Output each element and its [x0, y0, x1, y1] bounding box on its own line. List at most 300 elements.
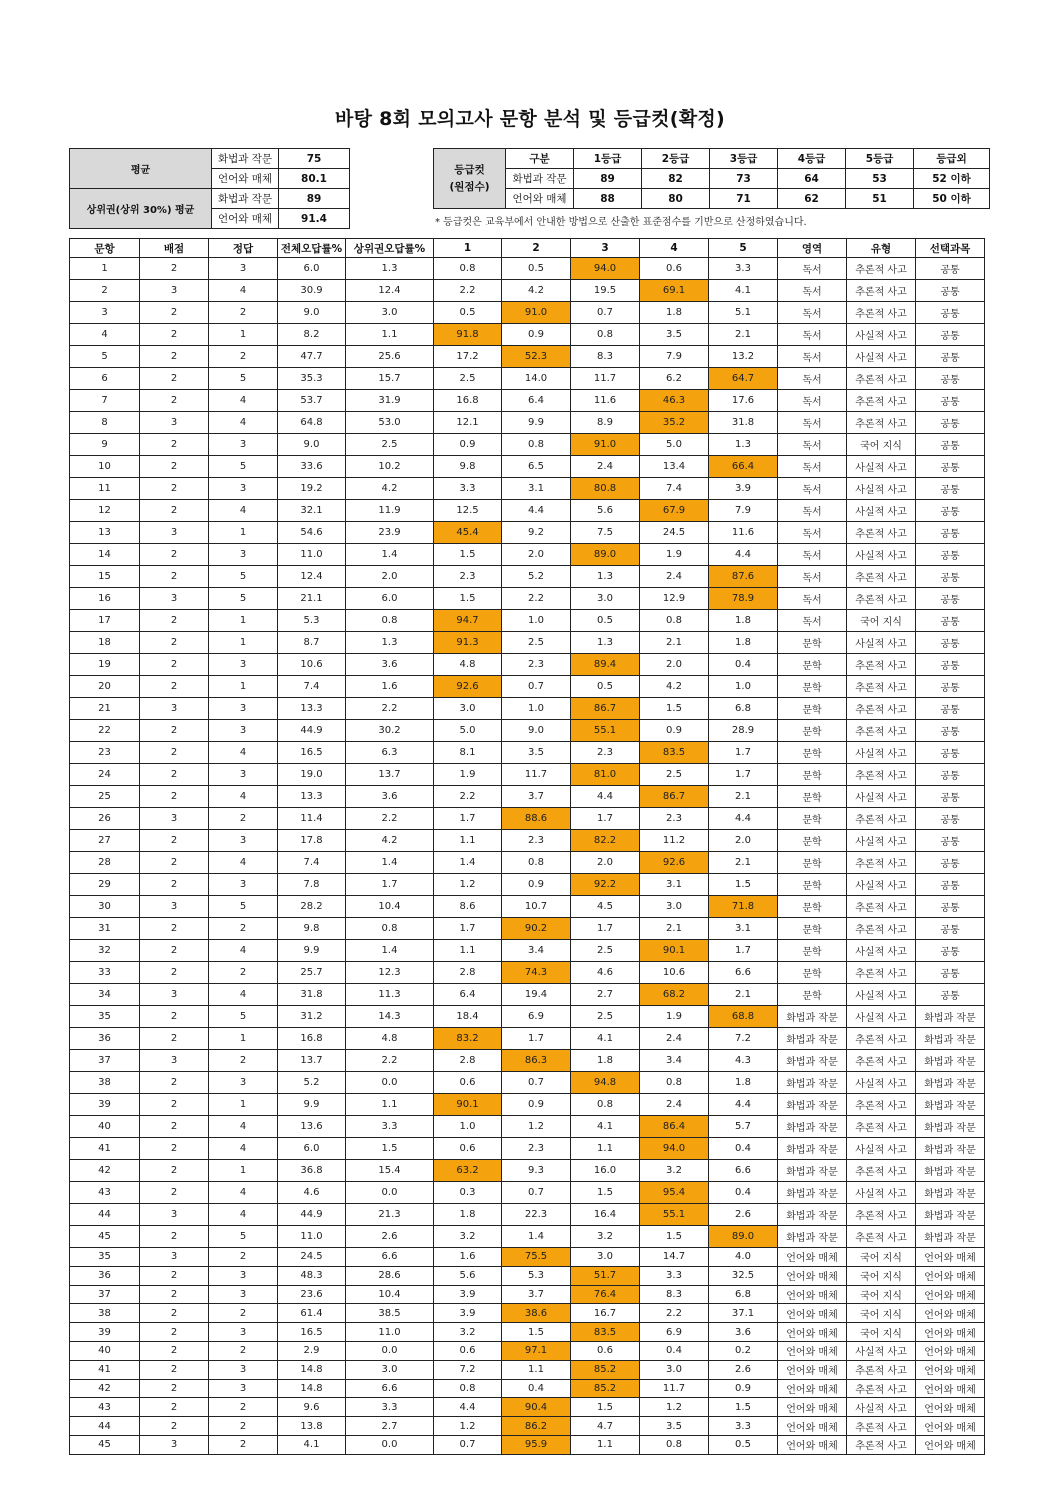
- total-error-rate: 4.1: [278, 1435, 346, 1454]
- total-error-rate: 31.2: [278, 1006, 346, 1028]
- choice-1-rate: 3.9: [434, 1304, 502, 1323]
- cut-value: 80: [642, 189, 710, 209]
- domain: 화법과 작문: [778, 1182, 847, 1204]
- item-number: 5: [70, 346, 140, 368]
- choice-4-rate: 3.0: [640, 896, 709, 918]
- elective: 공통: [916, 720, 985, 742]
- elective: 공통: [916, 258, 985, 280]
- question-type: 국어 지식: [847, 1304, 916, 1323]
- answer: 2: [209, 346, 278, 368]
- choice-1-rate: 18.4: [434, 1006, 502, 1028]
- choice-5-rate: 2.6: [709, 1204, 778, 1226]
- top-error-rate: 10.4: [346, 1285, 434, 1304]
- choice-5-rate: 3.9: [709, 478, 778, 500]
- domain: 독서: [778, 610, 847, 632]
- choice-5-rate: 4.4: [709, 1094, 778, 1116]
- choice-2-rate: 9.3: [502, 1160, 571, 1182]
- elective: 공통: [916, 346, 985, 368]
- answer: 4: [209, 742, 278, 764]
- choice-4-rate: 2.3: [640, 808, 709, 830]
- choice-2-rate: 3.1: [502, 478, 571, 500]
- choice-4-rate: 0.8: [640, 1435, 709, 1454]
- elective: 공통: [916, 984, 985, 1006]
- choice-5-rate: 0.4: [709, 1182, 778, 1204]
- total-error-rate: 61.4: [278, 1304, 346, 1323]
- item-number: 30: [70, 896, 140, 918]
- points: 2: [140, 874, 209, 896]
- choice-2-rate: 1.4: [502, 1226, 571, 1248]
- domain: 독서: [778, 280, 847, 302]
- choice-2-rate: 0.5: [502, 258, 571, 280]
- choice-2-rate: 74.3: [502, 962, 571, 984]
- choice-3-rate: 4.1: [571, 1116, 640, 1138]
- points: 3: [140, 522, 209, 544]
- table-row: [70, 1204, 985, 1226]
- choice-1-rate: 91.3: [434, 632, 502, 654]
- top-error-rate: 6.0: [346, 588, 434, 610]
- choice-4-rate: 92.6: [640, 852, 709, 874]
- choice-4-rate: 55.1: [640, 1204, 709, 1226]
- choice-2-rate: 0.7: [502, 1072, 571, 1094]
- item-number: 42: [70, 1160, 140, 1182]
- cut-header-cell: 4등급: [778, 149, 846, 169]
- column-header: 배점: [140, 239, 209, 258]
- item-number: 23: [70, 742, 140, 764]
- top-error-rate: 4.8: [346, 1028, 434, 1050]
- choice-2-rate: 9.2: [502, 522, 571, 544]
- total-error-rate: 17.8: [278, 830, 346, 852]
- points: 2: [140, 830, 209, 852]
- choice-1-rate: 7.2: [434, 1360, 502, 1379]
- choice-2-rate: 90.4: [502, 1398, 571, 1417]
- cut-value: 62: [778, 189, 846, 209]
- choice-1-rate: 5.0: [434, 720, 502, 742]
- total-error-rate: 7.8: [278, 874, 346, 896]
- question-type: 사실적 사고: [847, 346, 916, 368]
- choice-1-rate: 0.5: [434, 302, 502, 324]
- points: 2: [140, 764, 209, 786]
- choice-2-rate: 1.2: [502, 1116, 571, 1138]
- answer: 4: [209, 1138, 278, 1160]
- table-row: [70, 1304, 985, 1323]
- points: 3: [140, 588, 209, 610]
- choice-4-rate: 7.9: [640, 346, 709, 368]
- choice-4-rate: 94.0: [640, 1138, 709, 1160]
- choice-5-rate: 4.3: [709, 1050, 778, 1072]
- table-row: [70, 632, 985, 654]
- choice-3-rate: 0.5: [571, 676, 640, 698]
- table-row: [70, 764, 985, 786]
- table-row: [70, 280, 985, 302]
- choice-4-rate: 3.4: [640, 1050, 709, 1072]
- domain: 화법과 작문: [778, 1116, 847, 1138]
- choice-4-rate: 6.9: [640, 1323, 709, 1342]
- table-row: [70, 1248, 985, 1267]
- top-error-rate: 2.0: [346, 566, 434, 588]
- choice-2-rate: 1.5: [502, 1323, 571, 1342]
- domain: 문학: [778, 742, 847, 764]
- top-error-rate: 31.9: [346, 390, 434, 412]
- elective: 언어와 매체: [916, 1435, 985, 1454]
- elective: 언어와 매체: [916, 1323, 985, 1342]
- domain: 문학: [778, 940, 847, 962]
- total-error-rate: 35.3: [278, 368, 346, 390]
- choice-1-rate: 91.8: [434, 324, 502, 346]
- choice-4-rate: 8.3: [640, 1285, 709, 1304]
- choice-5-rate: 1.8: [709, 632, 778, 654]
- choice-1-rate: 0.8: [434, 1379, 502, 1398]
- choice-4-rate: 0.6: [640, 258, 709, 280]
- question-type: 사실적 사고: [847, 1138, 916, 1160]
- question-type: 사실적 사고: [847, 456, 916, 478]
- choice-1-rate: 12.1: [434, 412, 502, 434]
- choice-4-rate: 67.9: [640, 500, 709, 522]
- choice-4-rate: 86.7: [640, 786, 709, 808]
- choice-2-rate: 88.6: [502, 808, 571, 830]
- table-row: [70, 896, 985, 918]
- choice-4-rate: 1.8: [640, 302, 709, 324]
- choice-4-rate: 90.1: [640, 940, 709, 962]
- answer: 4: [209, 280, 278, 302]
- choice-5-rate: 6.6: [709, 1160, 778, 1182]
- answer: 4: [209, 1204, 278, 1226]
- grade-cut-note: * 등급컷은 교육부에서 안내한 방법으로 산출한 표준점수를 기반으로 산정하였습니다.: [435, 217, 807, 228]
- choice-4-rate: 46.3: [640, 390, 709, 412]
- item-number: 9: [70, 434, 140, 456]
- choice-2-rate: 9.9: [502, 412, 571, 434]
- choice-1-rate: 2.5: [434, 368, 502, 390]
- elective: 화법과 작문: [916, 1138, 985, 1160]
- choice-5-rate: 3.1: [709, 918, 778, 940]
- table-row: [70, 676, 985, 698]
- question-type: 사실적 사고: [847, 478, 916, 500]
- choice-3-rate: 16.4: [571, 1204, 640, 1226]
- choice-4-rate: 1.5: [640, 698, 709, 720]
- answer: 1: [209, 1094, 278, 1116]
- domain: 화법과 작문: [778, 1072, 847, 1094]
- points: 2: [140, 962, 209, 984]
- choice-5-rate: 4.1: [709, 280, 778, 302]
- choice-1-rate: 1.1: [434, 830, 502, 852]
- top-error-rate: 11.3: [346, 984, 434, 1006]
- choice-4-rate: 3.3: [640, 1266, 709, 1285]
- top-error-rate: 2.2: [346, 1050, 434, 1072]
- top-error-rate: 0.8: [346, 918, 434, 940]
- item-number: 4: [70, 324, 140, 346]
- choice-2-rate: 6.5: [502, 456, 571, 478]
- choice-2-rate: 9.0: [502, 720, 571, 742]
- total-error-rate: 32.1: [278, 500, 346, 522]
- answer: 2: [209, 918, 278, 940]
- item-number: 10: [70, 456, 140, 478]
- item-number: 36: [70, 1028, 140, 1050]
- choice-1-rate: 8.1: [434, 742, 502, 764]
- domain: 화법과 작문: [778, 1006, 847, 1028]
- points: 2: [140, 434, 209, 456]
- choice-2-rate: 1.1: [502, 1360, 571, 1379]
- item-analysis-table: [69, 238, 985, 1455]
- choice-4-rate: 2.1: [640, 632, 709, 654]
- table-row: [70, 1398, 985, 1417]
- points: 2: [140, 1285, 209, 1304]
- choice-5-rate: 32.5: [709, 1266, 778, 1285]
- table-row: [70, 962, 985, 984]
- cut-value: 73: [710, 169, 778, 189]
- choice-5-rate: 1.5: [709, 874, 778, 896]
- answer: 4: [209, 500, 278, 522]
- choice-2-rate: 6.9: [502, 1006, 571, 1028]
- top-error-rate: 3.0: [346, 302, 434, 324]
- choice-1-rate: 3.0: [434, 698, 502, 720]
- points: 2: [140, 1006, 209, 1028]
- cut-value: 89: [574, 169, 642, 189]
- item-number: 17: [70, 610, 140, 632]
- points: 2: [140, 852, 209, 874]
- choice-1-rate: 2.8: [434, 1050, 502, 1072]
- choice-1-rate: 16.8: [434, 390, 502, 412]
- domain: 독서: [778, 258, 847, 280]
- domain: 언어와 매체: [778, 1304, 847, 1323]
- column-header: 4: [640, 239, 709, 258]
- elective: 언어와 매체: [916, 1360, 985, 1379]
- item-number: 14: [70, 544, 140, 566]
- choice-1-rate: 63.2: [434, 1160, 502, 1182]
- choice-1-rate: 1.7: [434, 918, 502, 940]
- elective: 언어와 매체: [916, 1266, 985, 1285]
- points: 2: [140, 610, 209, 632]
- item-number: 20: [70, 676, 140, 698]
- elective: 언어와 매체: [916, 1417, 985, 1436]
- points: 2: [140, 302, 209, 324]
- points: 2: [140, 324, 209, 346]
- choice-1-rate: 0.7: [434, 1435, 502, 1454]
- answer: 4: [209, 786, 278, 808]
- choice-2-rate: 75.5: [502, 1248, 571, 1267]
- question-type: 추론적 사고: [847, 368, 916, 390]
- choice-5-rate: 1.7: [709, 742, 778, 764]
- points: 3: [140, 1248, 209, 1267]
- answer: 5: [209, 896, 278, 918]
- choice-2-rate: 86.2: [502, 1417, 571, 1436]
- points: 2: [140, 1138, 209, 1160]
- top-error-rate: 0.0: [346, 1435, 434, 1454]
- choice-4-rate: 6.2: [640, 368, 709, 390]
- top-error-rate: 1.1: [346, 324, 434, 346]
- column-header: 문항: [70, 239, 140, 258]
- table-row: [70, 368, 985, 390]
- top-error-rate: 1.6: [346, 676, 434, 698]
- top-error-rate: 15.7: [346, 368, 434, 390]
- points: 2: [140, 1398, 209, 1417]
- average-value: 80.1: [279, 169, 350, 189]
- top-error-rate: 0.0: [346, 1341, 434, 1360]
- elective: 공통: [916, 808, 985, 830]
- choice-4-rate: 83.5: [640, 742, 709, 764]
- choice-5-rate: 1.0: [709, 676, 778, 698]
- total-error-rate: 9.8: [278, 918, 346, 940]
- total-error-rate: 13.3: [278, 786, 346, 808]
- item-number: 31: [70, 918, 140, 940]
- choice-4-rate: 2.5: [640, 764, 709, 786]
- question-type: 추론적 사고: [847, 566, 916, 588]
- points: 2: [140, 940, 209, 962]
- choice-1-rate: 12.5: [434, 500, 502, 522]
- choice-5-rate: 13.2: [709, 346, 778, 368]
- total-error-rate: 21.1: [278, 588, 346, 610]
- choice-3-rate: 3.0: [571, 588, 640, 610]
- total-error-rate: 7.4: [278, 676, 346, 698]
- points: 2: [140, 742, 209, 764]
- choice-1-rate: 1.4: [434, 852, 502, 874]
- elective: 공통: [916, 676, 985, 698]
- total-error-rate: 6.0: [278, 258, 346, 280]
- elective: 화법과 작문: [916, 1160, 985, 1182]
- answer: 2: [209, 962, 278, 984]
- cut-header-cell: 1등급: [574, 149, 642, 169]
- choice-5-rate: 1.3: [709, 434, 778, 456]
- choice-4-rate: 2.4: [640, 1094, 709, 1116]
- total-error-rate: 11.0: [278, 544, 346, 566]
- domain: 독서: [778, 302, 847, 324]
- elective: 공통: [916, 566, 985, 588]
- choice-4-rate: 4.2: [640, 676, 709, 698]
- choice-3-rate: 16.0: [571, 1160, 640, 1182]
- total-error-rate: 9.9: [278, 1094, 346, 1116]
- choice-3-rate: 91.0: [571, 434, 640, 456]
- choice-1-rate: 1.2: [434, 874, 502, 896]
- points: 2: [140, 1417, 209, 1436]
- item-number: 41: [70, 1138, 140, 1160]
- table-row: [70, 940, 985, 962]
- points: 2: [140, 1323, 209, 1342]
- domain: 독서: [778, 412, 847, 434]
- question-type: 국어 지식: [847, 1248, 916, 1267]
- choice-1-rate: 3.2: [434, 1226, 502, 1248]
- top-average-label: 상위권(상위 30%) 평균: [70, 189, 212, 229]
- item-number: 26: [70, 808, 140, 830]
- table-body: [70, 258, 985, 1455]
- total-error-rate: 30.9: [278, 280, 346, 302]
- top-error-rate: 15.4: [346, 1160, 434, 1182]
- choice-1-rate: 83.2: [434, 1028, 502, 1050]
- average-subject: 화법과 작문: [212, 149, 279, 169]
- points: 2: [140, 566, 209, 588]
- choice-3-rate: 2.0: [571, 852, 640, 874]
- item-number: 38: [70, 1304, 140, 1323]
- choice-2-rate: 5.2: [502, 566, 571, 588]
- elective: 화법과 작문: [916, 1204, 985, 1226]
- domain: 독서: [778, 390, 847, 412]
- top-error-rate: 6.3: [346, 742, 434, 764]
- choice-3-rate: 3.2: [571, 1226, 640, 1248]
- question-type: 사실적 사고: [847, 500, 916, 522]
- domain: 독서: [778, 478, 847, 500]
- choice-3-rate: 1.1: [571, 1435, 640, 1454]
- choice-1-rate: 1.5: [434, 544, 502, 566]
- grade-cut-table: [433, 148, 990, 209]
- points: 3: [140, 896, 209, 918]
- points: 3: [140, 280, 209, 302]
- choice-3-rate: 51.7: [571, 1266, 640, 1285]
- top-error-rate: 11.0: [346, 1323, 434, 1342]
- table-row: [70, 1266, 985, 1285]
- elective: 화법과 작문: [916, 1226, 985, 1248]
- choice-1-rate: 92.6: [434, 676, 502, 698]
- top-error-rate: 1.7: [346, 874, 434, 896]
- table-row: [70, 808, 985, 830]
- total-error-rate: 24.5: [278, 1248, 346, 1267]
- choice-2-rate: 19.4: [502, 984, 571, 1006]
- elective: 공통: [916, 390, 985, 412]
- column-header: 5: [709, 239, 778, 258]
- item-number: 40: [70, 1341, 140, 1360]
- item-number: 21: [70, 698, 140, 720]
- question-type: 추론적 사고: [847, 302, 916, 324]
- item-number: 7: [70, 390, 140, 412]
- total-error-rate: 19.0: [278, 764, 346, 786]
- total-error-rate: 14.8: [278, 1379, 346, 1398]
- question-type: 추론적 사고: [847, 698, 916, 720]
- choice-3-rate: 4.5: [571, 896, 640, 918]
- choice-5-rate: 0.9: [709, 1379, 778, 1398]
- choice-4-rate: 11.2: [640, 830, 709, 852]
- top-error-rate: 6.6: [346, 1248, 434, 1267]
- table-row: [70, 1028, 985, 1050]
- choice-2-rate: 0.4: [502, 1379, 571, 1398]
- points: 2: [140, 1072, 209, 1094]
- cut-value: 82: [642, 169, 710, 189]
- choice-3-rate: 85.2: [571, 1360, 640, 1379]
- points: 2: [140, 544, 209, 566]
- table-row: [70, 1050, 985, 1072]
- grade-cut-label: [434, 149, 506, 209]
- total-error-rate: 64.8: [278, 412, 346, 434]
- table-row: [70, 698, 985, 720]
- answer: 2: [209, 1435, 278, 1454]
- top-average-subject: 화법과 작문: [212, 189, 279, 209]
- choice-5-rate: 0.4: [709, 1138, 778, 1160]
- choice-4-rate: 86.4: [640, 1116, 709, 1138]
- table-row: [70, 918, 985, 940]
- table-row: [70, 830, 985, 852]
- question-type: 사실적 사고: [847, 1398, 916, 1417]
- total-error-rate: 13.6: [278, 1116, 346, 1138]
- table-row: [70, 566, 985, 588]
- question-type: 추론적 사고: [847, 764, 916, 786]
- total-error-rate: 16.8: [278, 1028, 346, 1050]
- item-number: 45: [70, 1435, 140, 1454]
- points: 2: [140, 1116, 209, 1138]
- answer: 2: [209, 1398, 278, 1417]
- elective: 공통: [916, 610, 985, 632]
- choice-1-rate: 90.1: [434, 1094, 502, 1116]
- table-row: [70, 544, 985, 566]
- choice-4-rate: 7.4: [640, 478, 709, 500]
- domain: 문학: [778, 896, 847, 918]
- item-number: 1: [70, 258, 140, 280]
- domain: 언어와 매체: [778, 1248, 847, 1267]
- choice-5-rate: 17.6: [709, 390, 778, 412]
- question-type: 사실적 사고: [847, 984, 916, 1006]
- question-type: 추론적 사고: [847, 654, 916, 676]
- elective: 공통: [916, 522, 985, 544]
- question-type: 추론적 사고: [847, 280, 916, 302]
- domain: 문학: [778, 654, 847, 676]
- choice-5-rate: 0.4: [709, 654, 778, 676]
- top-error-rate: 3.3: [346, 1398, 434, 1417]
- item-number: 41: [70, 1360, 140, 1379]
- choice-2-rate: 3.7: [502, 1285, 571, 1304]
